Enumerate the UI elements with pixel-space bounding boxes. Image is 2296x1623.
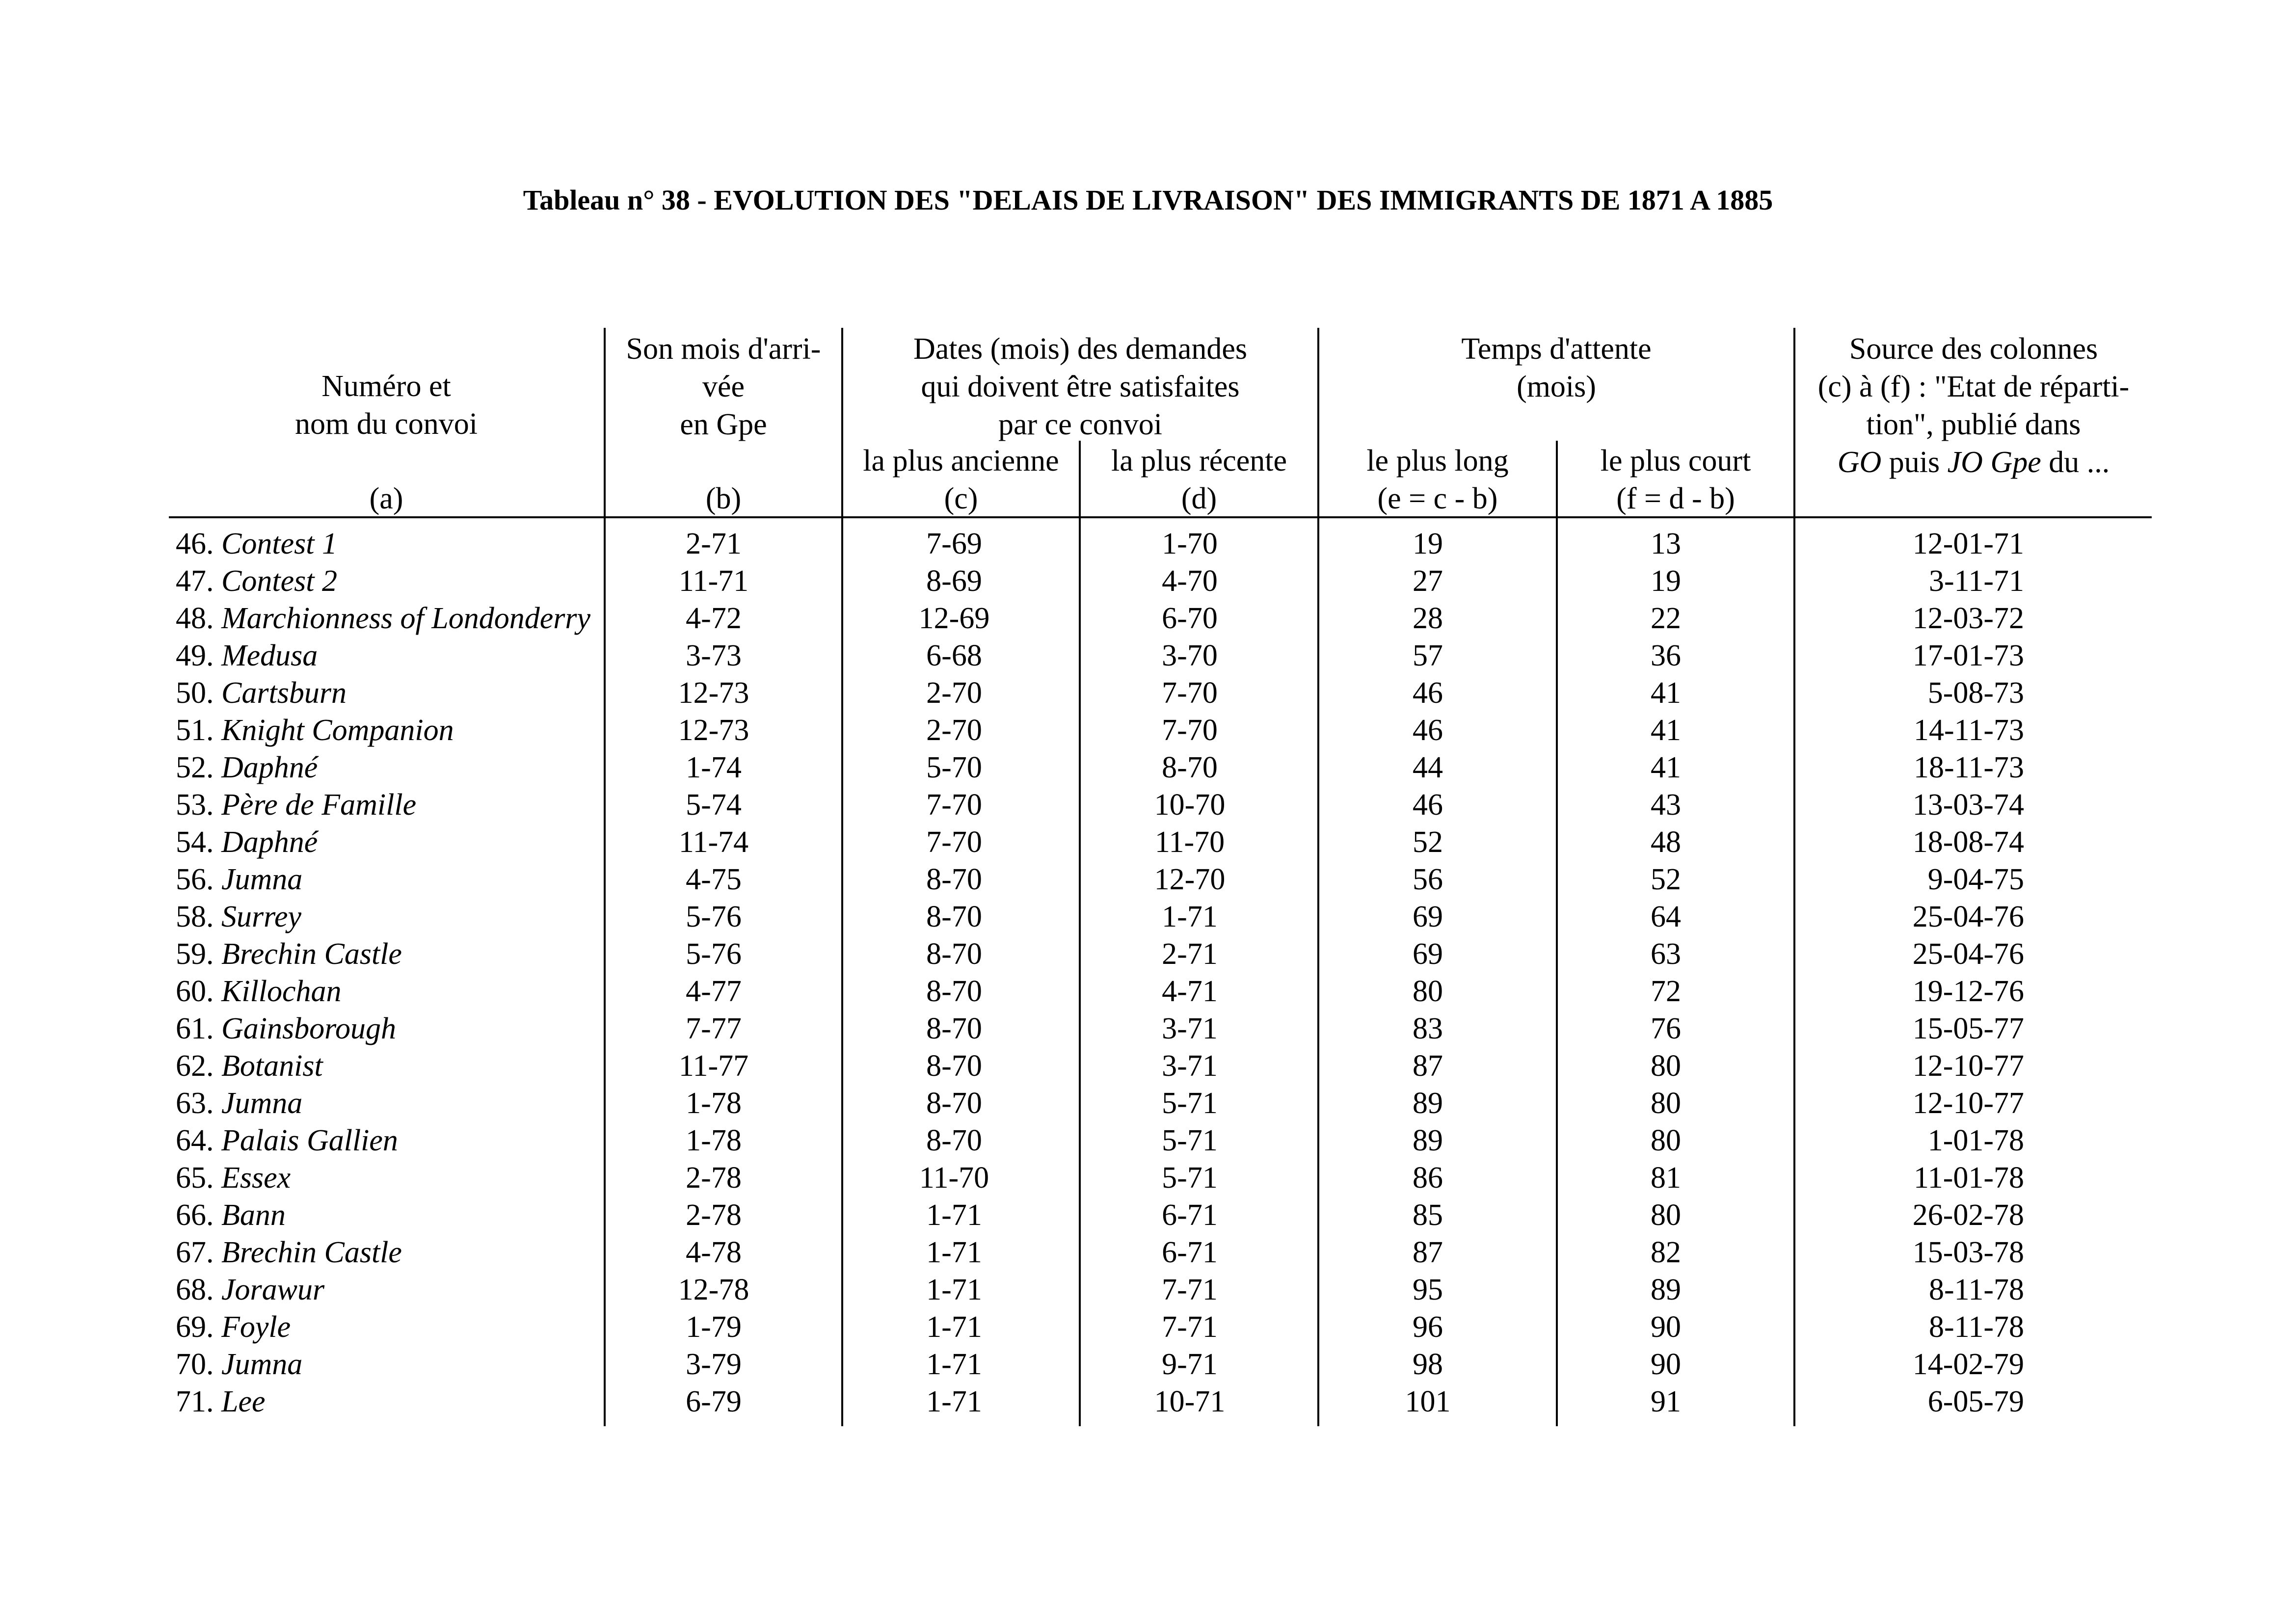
table-row — [169, 674, 2152, 712]
convoy-number: 66. — [176, 1198, 214, 1232]
header-text: Son mois d'arri- — [626, 332, 821, 366]
convoy-cell — [176, 1085, 302, 1122]
shortest-wait: 82 — [1651, 1236, 1681, 1269]
oldest-request: 1-71 — [926, 1198, 982, 1232]
latest-request: 3-71 — [1162, 1012, 1218, 1045]
header-text: (c) — [944, 482, 978, 515]
header-text: nom du convoi — [295, 407, 478, 441]
convoy-cell — [176, 898, 301, 935]
convoy-name: Bann — [221, 1198, 286, 1232]
table-row — [169, 861, 2152, 898]
convoy-name: Knight Companion — [221, 714, 454, 747]
header-wait-group — [1319, 330, 1793, 406]
oldest-request: 1-71 — [926, 1310, 982, 1344]
arrival-month: 11-74 — [678, 825, 749, 859]
arrival-month: 4-75 — [686, 863, 742, 896]
header-text — [1795, 444, 2152, 481]
header-text: Source des colonnes — [1849, 332, 2098, 366]
arrival-month: 1-78 — [686, 1124, 742, 1157]
page-title: Tableau n° 38 - EVOLUTION DES "DELAIS DE LIVRAISON" DES IMMIGRANTS DE 1871 A 1885 — [523, 184, 1773, 216]
header-col-b-letter: (b) — [705, 482, 742, 515]
convoy-cell — [176, 600, 590, 637]
source-date: 14-11-73 — [1914, 714, 2024, 747]
source-date: 8-11-78 — [1929, 1273, 2024, 1306]
convoy-cell — [176, 1010, 396, 1047]
longest-wait: 85 — [1413, 1198, 1443, 1232]
latest-request: 6-71 — [1162, 1198, 1218, 1232]
longest-wait: 87 — [1413, 1236, 1443, 1269]
shortest-wait: 13 — [1651, 527, 1681, 560]
source-date: 25-04-76 — [1912, 900, 2024, 933]
shortest-wait: 89 — [1651, 1273, 1681, 1306]
latest-request: 1-71 — [1162, 900, 1218, 933]
shortest-wait: 48 — [1651, 825, 1681, 859]
header-text: le plus long — [1366, 444, 1509, 478]
shortest-wait: 72 — [1651, 975, 1681, 1008]
convoy-name: Jumna — [221, 1348, 303, 1381]
convoy-name: Jorawur — [221, 1273, 325, 1306]
header-text: GO — [1837, 446, 1882, 479]
source-date: 18-08-74 — [1912, 825, 2024, 859]
shortest-wait: 91 — [1651, 1385, 1681, 1418]
table-row — [169, 1271, 2152, 1308]
table-row — [169, 898, 2152, 935]
latest-request: 3-71 — [1162, 1049, 1218, 1083]
header-text: en Gpe — [680, 408, 767, 441]
header-text: (f = d - b) — [1616, 482, 1735, 515]
table-row — [169, 1308, 2152, 1346]
convoy-number: 51. — [176, 714, 214, 747]
convoy-number: 64. — [176, 1124, 214, 1157]
convoy-name: Cartsburn — [221, 676, 347, 710]
shortest-wait: 36 — [1651, 639, 1681, 672]
convoy-number: 71. — [176, 1385, 214, 1418]
table-row — [169, 935, 2152, 973]
header-col-e — [1319, 442, 1556, 518]
latest-request: 5-71 — [1162, 1087, 1218, 1120]
source-date: 15-03-78 — [1912, 1236, 2024, 1269]
longest-wait: 95 — [1413, 1273, 1443, 1306]
header-text: qui doivent être satisfaites — [921, 370, 1240, 403]
arrival-month: 1-74 — [686, 751, 742, 784]
source-date: 3-11-71 — [1929, 564, 2024, 598]
shortest-wait: 52 — [1651, 863, 1681, 896]
convoy-cell — [176, 1271, 324, 1308]
header-text: (c) à (f) : "Etat de réparti- — [1817, 370, 2130, 403]
convoy-name: Daphné — [221, 751, 318, 784]
longest-wait: 19 — [1413, 527, 1443, 560]
shortest-wait: 41 — [1651, 714, 1681, 747]
shortest-wait: 90 — [1651, 1310, 1681, 1344]
convoy-number: 63. — [176, 1087, 214, 1120]
table-row — [169, 1122, 2152, 1159]
shortest-wait: 81 — [1651, 1161, 1681, 1195]
latest-request: 8-70 — [1162, 751, 1218, 784]
header-text: du ... — [2041, 446, 2110, 479]
source-date: 14-02-79 — [1912, 1348, 2024, 1381]
oldest-request: 2-70 — [926, 714, 982, 747]
arrival-month: 12-73 — [678, 676, 749, 710]
convoy-cell — [176, 1346, 302, 1383]
header-text: tion", publié dans — [1866, 408, 2081, 441]
latest-request: 6-71 — [1162, 1236, 1218, 1269]
longest-wait: 89 — [1413, 1087, 1443, 1120]
table-row — [169, 786, 2152, 824]
convoy-name: Père de Famille — [221, 788, 417, 822]
convoy-name: Essex — [221, 1161, 291, 1195]
shortest-wait: 64 — [1651, 900, 1681, 933]
convoy-name: Medusa — [221, 639, 318, 672]
arrival-month: 7-77 — [686, 1012, 742, 1045]
latest-request: 4-71 — [1162, 975, 1218, 1008]
longest-wait: 52 — [1413, 825, 1443, 859]
longest-wait: 96 — [1413, 1310, 1443, 1344]
convoy-cell — [176, 1234, 402, 1271]
longest-wait: 80 — [1413, 975, 1443, 1008]
source-date: 6-05-79 — [1927, 1385, 2024, 1418]
convoy-number: 68. — [176, 1273, 214, 1306]
convoy-cell — [176, 935, 402, 973]
source-date: 25-04-76 — [1912, 937, 2024, 971]
convoy-name: Gainsborough — [221, 1012, 396, 1045]
convoy-number: 52. — [176, 751, 214, 784]
convoy-cell — [176, 1308, 291, 1346]
shortest-wait: 22 — [1651, 602, 1681, 635]
longest-wait: 69 — [1413, 937, 1443, 971]
convoy-number: 65. — [176, 1161, 214, 1195]
header-text: (d) — [1181, 482, 1217, 515]
header-text: par ce convoi — [998, 408, 1162, 441]
oldest-request: 8-70 — [926, 863, 982, 896]
longest-wait: 28 — [1413, 602, 1443, 635]
oldest-request: 8-70 — [926, 1012, 982, 1045]
shortest-wait: 90 — [1651, 1348, 1681, 1381]
arrival-month: 11-77 — [678, 1049, 749, 1083]
shortest-wait: 80 — [1651, 1049, 1681, 1083]
convoy-name: Surrey — [221, 900, 301, 933]
header-col-f — [1558, 442, 1793, 518]
longest-wait: 89 — [1413, 1124, 1443, 1157]
source-date: 26-02-78 — [1912, 1198, 2024, 1232]
oldest-request: 1-71 — [926, 1348, 982, 1381]
latest-request: 1-70 — [1162, 527, 1218, 560]
header-col-a-letter: (a) — [369, 482, 403, 515]
convoy-cell — [176, 1197, 286, 1234]
header-text: le plus court — [1600, 444, 1751, 478]
oldest-request: 1-71 — [926, 1385, 982, 1418]
convoy-number: 54. — [176, 825, 214, 859]
longest-wait: 56 — [1413, 863, 1443, 896]
arrival-month: 12-78 — [678, 1273, 749, 1306]
shortest-wait: 19 — [1651, 564, 1681, 598]
longest-wait: 57 — [1413, 639, 1443, 672]
arrival-month: 3-73 — [686, 639, 742, 672]
arrival-month: 2-71 — [686, 527, 742, 560]
latest-request: 10-70 — [1154, 788, 1226, 822]
convoy-number: 48. — [176, 602, 214, 635]
shortest-wait: 80 — [1651, 1087, 1681, 1120]
convoy-cell — [176, 637, 318, 674]
arrival-month: 4-77 — [686, 975, 742, 1008]
convoy-cell — [176, 674, 347, 712]
convoy-name: Palais Gallien — [221, 1124, 398, 1157]
table-row — [169, 1085, 2152, 1122]
convoy-name: Brechin Castle — [221, 937, 402, 971]
oldest-request: 8-70 — [926, 1087, 982, 1120]
table-row — [169, 1234, 2152, 1271]
convoy-name: Jumna — [221, 863, 303, 896]
oldest-request: 8-70 — [926, 1124, 982, 1157]
convoy-cell — [176, 749, 318, 786]
convoy-number: 60. — [176, 975, 214, 1008]
latest-request: 3-70 — [1162, 639, 1218, 672]
latest-request: 12-70 — [1154, 863, 1226, 896]
convoy-number: 56. — [176, 863, 214, 896]
convoy-cell — [176, 861, 302, 898]
oldest-request: 8-70 — [926, 937, 982, 971]
shortest-wait: 80 — [1651, 1198, 1681, 1232]
table-row — [169, 749, 2152, 786]
convoy-cell — [176, 1159, 291, 1197]
convoy-number: 61. — [176, 1012, 214, 1045]
table-row — [169, 1159, 2152, 1197]
oldest-request: 11-70 — [919, 1161, 989, 1195]
latest-request: 7-71 — [1162, 1273, 1218, 1306]
convoy-number: 50. — [176, 676, 214, 710]
longest-wait: 44 — [1413, 751, 1443, 784]
header-text: Temps d'attente — [1461, 332, 1652, 366]
arrival-month: 1-79 — [686, 1310, 742, 1344]
table-row — [169, 1197, 2152, 1234]
convoy-number: 59. — [176, 937, 214, 971]
convoy-number: 67. — [176, 1236, 214, 1269]
oldest-request: 8-69 — [926, 564, 982, 598]
latest-request: 10-71 — [1154, 1385, 1226, 1418]
oldest-request: 2-70 — [926, 676, 982, 710]
convoy-name: Killochan — [221, 975, 342, 1008]
arrival-month: 6-79 — [686, 1385, 742, 1418]
convoy-name: Brechin Castle — [221, 1236, 402, 1269]
source-date: 11-01-78 — [1914, 1161, 2024, 1195]
convoy-number: 62. — [176, 1049, 214, 1083]
convoy-name: Botanist — [221, 1049, 323, 1083]
shortest-wait: 80 — [1651, 1124, 1681, 1157]
convoy-cell — [176, 786, 416, 824]
arrival-month: 5-74 — [686, 788, 742, 822]
convoy-number: 47. — [176, 564, 214, 598]
longest-wait: 87 — [1413, 1049, 1443, 1083]
latest-request: 9-71 — [1162, 1348, 1218, 1381]
oldest-request: 12-69 — [918, 602, 990, 635]
convoy-cell — [176, 712, 454, 749]
oldest-request: 1-71 — [926, 1236, 982, 1269]
arrival-month: 2-78 — [686, 1198, 742, 1232]
table-row — [169, 637, 2152, 674]
convoy-number: 49. — [176, 639, 214, 672]
convoy-name: Contest 1 — [221, 527, 337, 560]
longest-wait: 27 — [1413, 564, 1443, 598]
convoy-name: Marchionness of Londonderry — [221, 602, 590, 635]
convoy-name: Jumna — [221, 1087, 303, 1120]
source-date: 12-10-77 — [1912, 1087, 2024, 1120]
convoy-number: 58. — [176, 900, 214, 933]
shortest-wait: 76 — [1651, 1012, 1681, 1045]
header-col-b — [606, 330, 841, 444]
shortest-wait: 41 — [1651, 751, 1681, 784]
longest-wait: 83 — [1413, 1012, 1443, 1045]
longest-wait: 46 — [1413, 788, 1443, 822]
oldest-request: 7-70 — [926, 788, 982, 822]
latest-request: 4-70 — [1162, 564, 1218, 598]
table-row — [169, 712, 2152, 749]
convoy-cell — [176, 525, 337, 562]
convoy-name: Contest 2 — [221, 564, 337, 598]
longest-wait: 101 — [1405, 1385, 1451, 1418]
oldest-request: 6-68 — [926, 639, 982, 672]
source-date: 12-10-77 — [1912, 1049, 2024, 1083]
header-text: Numéro et — [321, 370, 451, 403]
longest-wait: 98 — [1413, 1348, 1443, 1381]
latest-request: 7-71 — [1162, 1310, 1218, 1344]
oldest-request: 8-70 — [926, 900, 982, 933]
table-row — [169, 1047, 2152, 1085]
header-col-a — [169, 368, 604, 443]
arrival-month: 4-72 — [686, 602, 742, 635]
convoy-cell — [176, 1122, 398, 1159]
latest-request: 11-70 — [1154, 825, 1225, 859]
oldest-request: 5-70 — [926, 751, 982, 784]
oldest-request: 1-71 — [926, 1273, 982, 1306]
convoy-cell — [176, 1047, 323, 1085]
convoy-name: Foyle — [221, 1310, 291, 1344]
source-date: 17-01-73 — [1912, 639, 2024, 672]
oldest-request: 7-69 — [926, 527, 982, 560]
shortest-wait: 63 — [1651, 937, 1681, 971]
header-text: la plus ancienne — [863, 444, 1059, 478]
convoy-number: 53. — [176, 788, 214, 822]
header-text: la plus récente — [1111, 444, 1287, 478]
source-date: 12-03-72 — [1912, 602, 2024, 635]
source-date: 13-03-74 — [1912, 788, 2024, 822]
header-source — [1795, 330, 2152, 481]
table-row — [169, 562, 2152, 600]
arrival-month: 12-73 — [678, 714, 749, 747]
shortest-wait: 41 — [1651, 676, 1681, 710]
header-text: (e = c - b) — [1377, 482, 1498, 515]
table-row — [169, 973, 2152, 1010]
arrival-month: 5-76 — [686, 900, 742, 933]
convoy-cell — [176, 562, 337, 600]
convoy-cell — [176, 973, 342, 1010]
arrival-month: 5-76 — [686, 937, 742, 971]
table-row — [169, 1010, 2152, 1047]
header-dates-group — [843, 330, 1317, 444]
oldest-request: 8-70 — [926, 1049, 982, 1083]
source-date: 19-12-76 — [1912, 975, 2024, 1008]
convoy-number: 46. — [176, 527, 214, 560]
table-row — [169, 1383, 2152, 1420]
latest-request: 7-70 — [1162, 676, 1218, 710]
table-row — [169, 1346, 2152, 1383]
table-row — [169, 525, 2152, 562]
latest-request: 7-70 — [1162, 714, 1218, 747]
convoy-cell — [176, 1383, 266, 1420]
latest-request: 5-71 — [1162, 1161, 1218, 1195]
table-row — [169, 600, 2152, 637]
source-date: 8-11-78 — [1929, 1310, 2024, 1344]
convoy-name: Lee — [221, 1385, 266, 1418]
table-row — [169, 824, 2152, 861]
arrival-month: 3-79 — [686, 1348, 742, 1381]
source-date: 12-01-71 — [1912, 527, 2024, 560]
arrival-month: 4-78 — [686, 1236, 742, 1269]
source-date: 5-08-73 — [1927, 676, 2024, 710]
header-text: vée — [702, 370, 745, 403]
longest-wait: 86 — [1413, 1161, 1443, 1195]
source-date: 1-01-78 — [1927, 1124, 2024, 1157]
shortest-wait: 43 — [1651, 788, 1681, 822]
longest-wait: 69 — [1413, 900, 1443, 933]
convoy-name: Daphné — [221, 825, 318, 859]
arrival-month: 2-78 — [686, 1161, 742, 1195]
header-text: Dates (mois) des demandes — [913, 332, 1248, 366]
convoy-number: 69. — [176, 1310, 214, 1344]
convoy-number: 70. — [176, 1348, 214, 1381]
latest-request: 5-71 — [1162, 1124, 1218, 1157]
longest-wait: 46 — [1413, 676, 1443, 710]
longest-wait: 46 — [1413, 714, 1443, 747]
latest-request: 2-71 — [1162, 937, 1218, 971]
header-text: (mois) — [1517, 370, 1596, 403]
oldest-request: 8-70 — [926, 975, 982, 1008]
oldest-request: 7-70 — [926, 825, 982, 859]
arrival-month: 1-78 — [686, 1087, 742, 1120]
header-col-c — [843, 442, 1079, 518]
header-text: JO Gpe — [1947, 446, 2041, 479]
header-text: puis — [1881, 446, 1948, 479]
header-col-d — [1081, 442, 1317, 518]
latest-request: 6-70 — [1162, 602, 1218, 635]
source-date: 9-04-75 — [1927, 863, 2024, 896]
convoy-cell — [176, 824, 318, 861]
source-date: 15-05-77 — [1912, 1012, 2024, 1045]
source-date: 18-11-73 — [1914, 751, 2024, 784]
arrival-month: 11-71 — [678, 564, 749, 598]
